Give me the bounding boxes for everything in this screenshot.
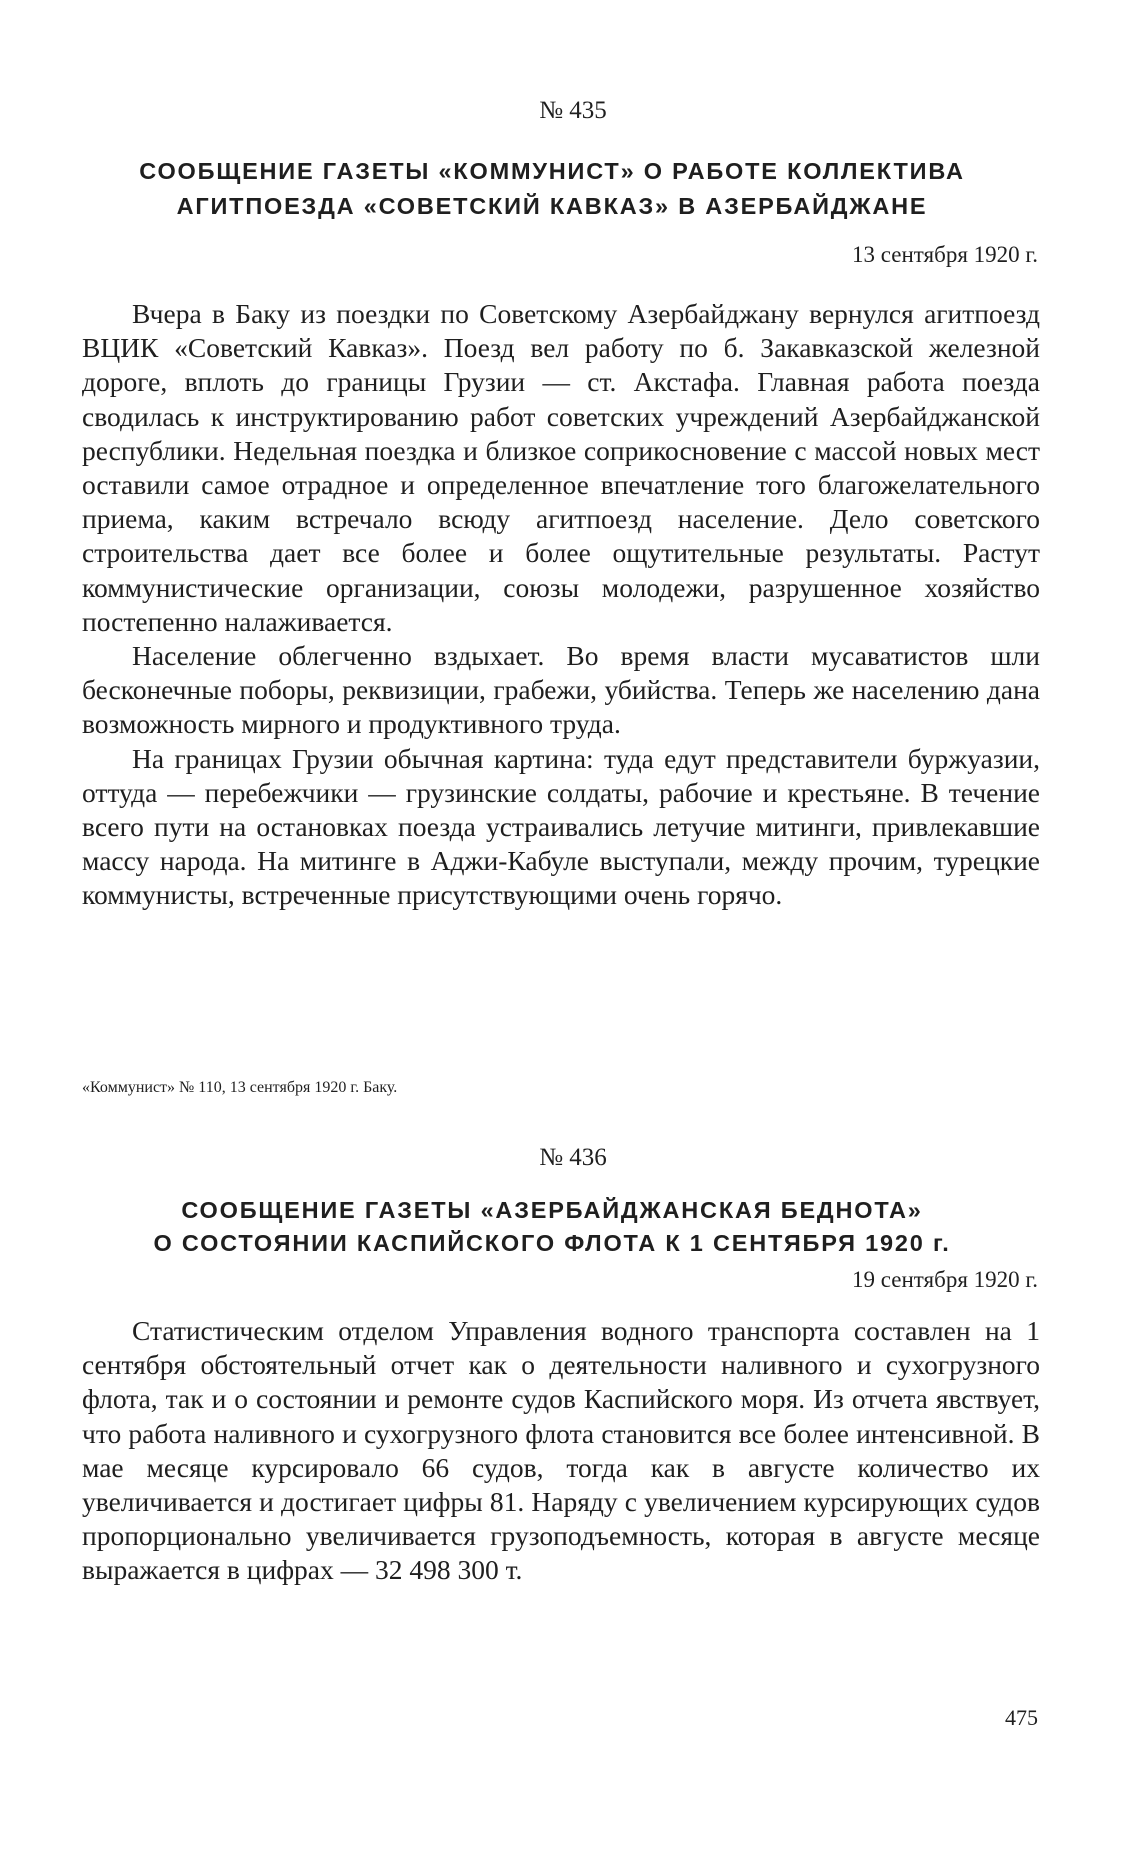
paragraph: Вчера в Баку из поездки по Советскому Азербайджану вернулся агитпоезд ВЦИК «Советский Кавказ». Поезд вел работу по б. Закавказской железной дороге, вплоть до границы Грузии — ст. Акстафа. Главная работа поезда сводилась к инструктированию работ советских учреждений Азербайджанской республики. Недельная поездка и близкое соприкосновение с массой новых мест оставили самое отрадное и определенное впечатление того благожелательного приема, каким встречало всюду агитпоезд население. Дело советского строительства дает все более и более ощутительные результаты. Растут коммунистические организации, союзы молодежи, разрушенное хозяйство постепенно налаживается. [82, 298, 1040, 637]
document-number: № 435 [539, 97, 607, 124]
page-number: 475 [1005, 1705, 1038, 1730]
document-date: 19 сентября 1920 г. [852, 1267, 1038, 1292]
document-body [82, 297, 1040, 913]
document-date: 13 сентября 1920 г. [852, 242, 1038, 267]
document-body [82, 1314, 1040, 1588]
document-title-line: АГИТПОЕЗДА «СОВЕТСКИЙ КАВКАЗ» В АЗЕРБАЙДЖАНЕ [176, 193, 928, 219]
paragraph: Население облегченно вздыхает. Во время власти мусаватистов шли бесконечные поборы, реквизиции, грабежи, убийства. Теперь же населению дана возможность мирного и продуктивного труда. [82, 640, 1040, 740]
document-title-line: О СОСТОЯНИИ КАСПИЙСКОГО ФЛОТА К 1 СЕНТЯБРЯ 1920 г. [153, 1230, 951, 1256]
source-note: «Коммунист» № 110, 13 сентября 1920 г. Баку. [82, 1079, 398, 1096]
paragraph: Статистическим отделом Управления водного транспорта составлен на 1 сентября обстоятельный отчет как о деятельности наливного и сухогрузного флота, так и о состоянии и ремонте судов Каспийского моря. Из отчета явствует, что работа наливного и сухогрузного флота становится все более интенсивной. В мае месяце курсировало 66 судов, тогда как в августе количество их увеличивается и достигает цифры 81. Наряду с увеличением курсирующих судов пропорционально увеличивается грузоподъемность, которая в августе месяце выражается в цифрах — 32 498 300 т. [82, 1315, 1040, 1586]
document-title-line: СООБЩЕНИЕ ГАЗЕТЫ «КОММУНИСТ» О РАБОТЕ КОЛЛЕКТИВА [139, 158, 965, 184]
document-number: № 436 [539, 1144, 607, 1171]
paragraph: На границах Грузии обычная картина: туда едут представители буржуазии, оттуда — перебежчики — грузинские солдаты, рабочие и крестьяне. В течение всего пути на остановках поезда устраивались летучие митинги, привлекавшие массу народа. На митинге в Аджи-Кабуле выступали, между прочим, турецкие коммунисты, встреченные присутствующими очень горячо. [82, 742, 1040, 911]
document-title-line: СООБЩЕНИЕ ГАЗЕТЫ «АЗЕРБАЙДЖАНСКАЯ БЕДНОТА» [181, 1197, 923, 1223]
